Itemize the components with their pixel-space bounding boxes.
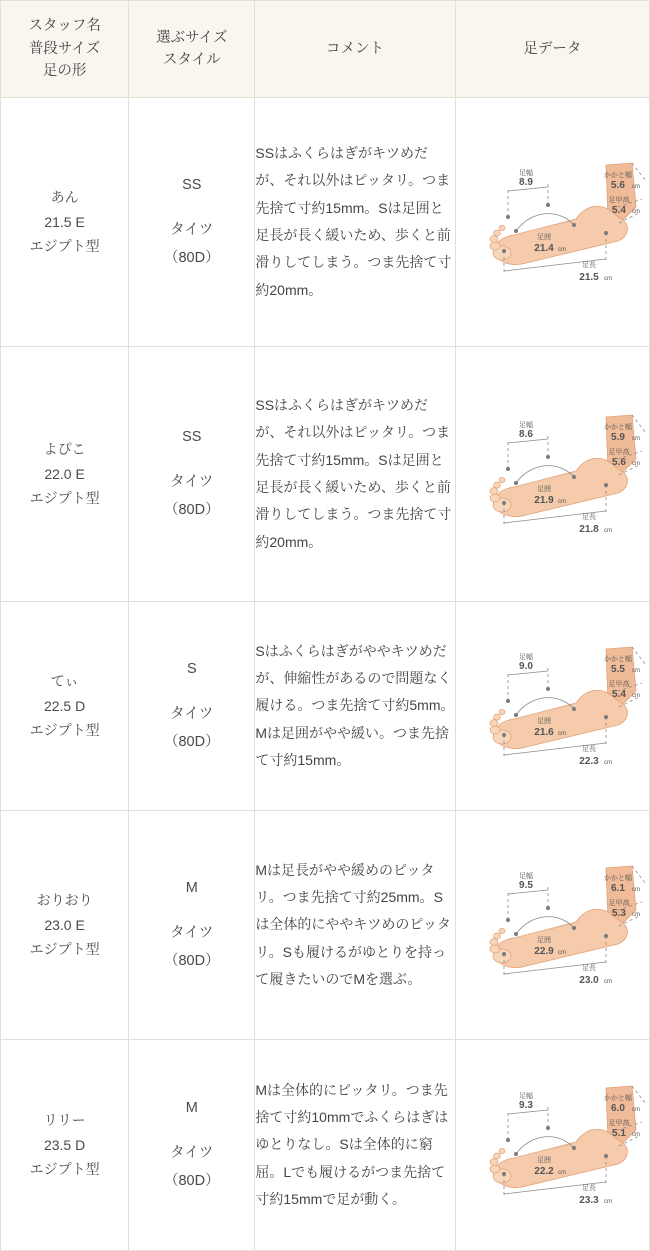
- value-foot-width: 8.9: [519, 177, 534, 188]
- unit-foot-girth: cm: [558, 950, 567, 956]
- cell-staff-info: [1, 1040, 129, 1251]
- unit-foot-length: cm: [604, 979, 613, 985]
- cell-comment: SSはふくらはぎがキツめだが、それ以外はピッタリ。つま先捨て寸約15mm。Sは足囲と足長が長く緩いため、歩くと前滑りしてしまう。つま先捨て寸約20mm。: [255, 347, 455, 602]
- column-header-comment-line1: コメント: [326, 40, 385, 57]
- label-foot-width: 足幅: [519, 654, 534, 661]
- label-foot-width: 足幅: [519, 170, 534, 177]
- style-line1: タイツ: [170, 925, 214, 942]
- cell-foot-data: [455, 1040, 649, 1251]
- label-heel-width: かかと幅: [604, 424, 633, 431]
- foot-measurement-illustration: [456, 1070, 648, 1220]
- unit-foot-girth: cm: [558, 247, 567, 253]
- value-foot-girth: 22.9: [534, 946, 555, 957]
- unit-heel-width: cm: [632, 1107, 641, 1113]
- table-row: [1, 811, 650, 1040]
- label-foot-length: 足長: [582, 1185, 597, 1192]
- staff-foot-type: エジプト型: [29, 238, 100, 255]
- staff-foot-type: エジプト型: [29, 490, 100, 507]
- unit-heel-width: cm: [632, 887, 641, 893]
- staff-foot-type: エジプト型: [29, 722, 100, 739]
- value-foot-girth: 22.2: [534, 1166, 555, 1177]
- foot-measurement-illustration: [456, 850, 648, 1000]
- value-foot-length: 21.8: [579, 524, 600, 535]
- table-body: [1, 98, 650, 1251]
- table-header-row: [1, 1, 650, 98]
- table-row: [1, 347, 650, 602]
- unit-instep-height: cm: [632, 209, 641, 215]
- cell-foot-data: [455, 98, 649, 347]
- column-header-staff-line3: 足の形: [42, 63, 87, 80]
- cell-staff-info: [1, 98, 129, 347]
- value-foot-width: 9.5: [519, 880, 534, 891]
- cell-comment: Mは全体的にピッタリ。つま先捨て寸約10mmでふくらはぎはゆとりなし。Sは全体的に窮屈。Lでも履けるがつま先捨て寸約15mmで足が動く。: [255, 1040, 455, 1251]
- table-row: [1, 98, 650, 347]
- staff-name: よぴこ: [43, 441, 86, 458]
- table-row: [1, 1040, 650, 1251]
- unit-heel-width: cm: [632, 668, 641, 674]
- label-foot-length: 足長: [582, 746, 597, 753]
- cell-foot-data: [455, 347, 649, 602]
- cell-comment: Sはふくらはぎがややキツめだが、伸縮性があるので問題なく履ける。つま先捨て寸約5mm。Mは足囲がやや緩い。つま先捨て寸約15mm。: [255, 602, 455, 811]
- value-foot-girth: 21.9: [534, 495, 555, 506]
- value-heel-width: 6.0: [611, 1103, 626, 1114]
- value-foot-length: 23.3: [579, 1195, 600, 1206]
- value-foot-length: 22.3: [579, 756, 600, 767]
- unit-instep-height: cm: [632, 1132, 641, 1138]
- column-header-staff: [1, 1, 129, 98]
- style-line2: （80D）: [163, 733, 220, 750]
- value-heel-width: 5.5: [611, 664, 626, 675]
- cell-foot-data: [455, 602, 649, 811]
- unit-foot-length: cm: [604, 760, 613, 766]
- column-header-staff-line2: 普段サイズ: [28, 40, 101, 57]
- style-line1: タイツ: [170, 706, 214, 723]
- label-foot-width: 足幅: [519, 1093, 534, 1100]
- unit-heel-width: cm: [632, 184, 641, 190]
- label-instep-height: 足甲高: [608, 449, 630, 456]
- column-header-footdata: [455, 1, 649, 98]
- cell-foot-data: [455, 811, 649, 1040]
- label-heel-width: かかと幅: [604, 656, 633, 663]
- staff-usual-size: 23.0 E: [44, 916, 85, 933]
- foot-measurement-illustration: [456, 147, 648, 297]
- unit-instep-height: cm: [632, 693, 641, 699]
- value-foot-length: 21.5: [579, 272, 600, 283]
- column-header-size-line1: 選ぶサイズ: [156, 29, 228, 46]
- foot-diagram: [456, 1070, 648, 1220]
- cell-staff-info: [1, 811, 129, 1040]
- style-line1: タイツ: [170, 474, 214, 491]
- staff-usual-size: 22.0 E: [44, 465, 85, 482]
- unit-instep-height: cm: [632, 912, 641, 918]
- style-line2: （80D）: [163, 1172, 220, 1189]
- style-line2: （80D）: [163, 952, 220, 969]
- label-foot-length: 足長: [582, 965, 597, 972]
- column-header-comment: [255, 1, 455, 98]
- label-foot-girth: 足囲: [537, 937, 552, 944]
- value-instep-height: 5.4: [612, 689, 627, 700]
- unit-foot-length: cm: [604, 1199, 613, 1205]
- column-header-footdata-line1: 足データ: [523, 40, 582, 57]
- value-heel-width: 5.6: [611, 180, 626, 191]
- label-foot-width: 足幅: [519, 873, 534, 880]
- staff-foot-type: エジプト型: [29, 1161, 100, 1178]
- table-header: [1, 1, 650, 98]
- unit-foot-girth: cm: [558, 1170, 567, 1176]
- label-instep-height: 足甲高: [608, 681, 630, 688]
- foot-measurement-illustration: [456, 399, 648, 549]
- chosen-size-value: SS: [182, 176, 202, 193]
- label-foot-width: 足幅: [519, 422, 534, 429]
- cell-comment: Mは足長がやや緩めのピッタリ。つま先捨て寸約25mm。Sは全体的にややキツめのピッタリ。Sも履けるがゆとりを持って履きたいのでMを選ぶ。: [255, 811, 455, 1040]
- cell-chosen-size: [129, 98, 255, 347]
- label-foot-length: 足長: [582, 514, 597, 521]
- label-foot-girth: 足囲: [537, 234, 552, 241]
- style-line2: （80D）: [163, 249, 220, 266]
- foot-diagram: [456, 147, 648, 297]
- value-foot-length: 23.0: [579, 975, 600, 986]
- unit-instep-height: cm: [632, 461, 641, 467]
- staff-name: おりおり: [36, 892, 93, 909]
- label-foot-length: 足長: [582, 262, 597, 269]
- unit-foot-length: cm: [604, 276, 613, 282]
- foot-measurement-illustration: [456, 631, 648, 781]
- unit-heel-width: cm: [632, 436, 641, 442]
- label-instep-height: 足甲高: [608, 900, 630, 907]
- label-instep-height: 足甲高: [608, 1120, 630, 1127]
- chosen-size-value: SS: [182, 428, 202, 445]
- style-line1: タイツ: [170, 1145, 214, 1162]
- staff-usual-size: 21.5 E: [44, 213, 85, 230]
- chosen-size-value: M: [185, 1099, 198, 1116]
- value-foot-width: 9.0: [519, 661, 534, 672]
- value-foot-girth: 21.4: [534, 243, 555, 254]
- label-foot-girth: 足囲: [537, 1157, 552, 1164]
- value-instep-height: 5.4: [612, 205, 627, 216]
- staff-name: あん: [50, 189, 79, 206]
- foot-diagram: [456, 850, 648, 1000]
- table-row: [1, 602, 650, 811]
- cell-staff-info: [1, 602, 129, 811]
- label-heel-width: かかと幅: [604, 172, 633, 179]
- cell-comment: SSはふくらはぎがキツめだが、それ以外はピッタリ。つま先捨て寸約15mm。Sは足囲と足長が長く緩いため、歩くと前滑りしてしまう。つま先捨て寸約20mm。: [255, 98, 455, 347]
- foot-diagram: [456, 631, 648, 781]
- label-instep-height: 足甲高: [608, 197, 630, 204]
- cell-chosen-size: [129, 811, 255, 1040]
- value-foot-girth: 21.6: [534, 727, 555, 738]
- cell-chosen-size: [129, 1040, 255, 1251]
- column-header-size-line2: スタイル: [162, 52, 221, 68]
- value-foot-width: 9.3: [519, 1100, 534, 1111]
- label-foot-girth: 足囲: [537, 486, 552, 493]
- cell-chosen-size: [129, 602, 255, 811]
- unit-foot-girth: cm: [558, 499, 567, 505]
- style-line1: タイツ: [170, 222, 214, 239]
- staff-name: てぃ: [50, 673, 79, 690]
- staff-usual-size: 23.5 D: [43, 1136, 86, 1153]
- chosen-size-value: M: [185, 879, 198, 896]
- value-heel-width: 6.1: [611, 883, 626, 894]
- value-foot-width: 8.6: [519, 429, 534, 440]
- staff-usual-size: 22.5 D: [43, 697, 86, 714]
- column-header-size: [129, 1, 255, 98]
- value-instep-height: 5.3: [612, 908, 627, 919]
- cell-chosen-size: [129, 347, 255, 602]
- staff-foot-type: エジプト型: [29, 941, 100, 958]
- value-instep-height: 5.6: [612, 457, 627, 468]
- cell-staff-info: [1, 347, 129, 602]
- label-heel-width: かかと幅: [604, 875, 633, 882]
- chosen-size-value: S: [186, 660, 197, 677]
- style-line2: （80D）: [163, 501, 220, 518]
- label-heel-width: かかと幅: [604, 1095, 633, 1102]
- value-heel-width: 5.9: [611, 432, 626, 443]
- label-foot-girth: 足囲: [537, 718, 552, 725]
- staff-name: リリー: [43, 1112, 86, 1129]
- unit-foot-girth: cm: [558, 731, 567, 737]
- column-header-staff-line1: スタッフ名: [28, 18, 101, 35]
- foot-diagram: [456, 399, 648, 549]
- unit-foot-length: cm: [604, 528, 613, 534]
- value-instep-height: 5.1: [612, 1128, 627, 1139]
